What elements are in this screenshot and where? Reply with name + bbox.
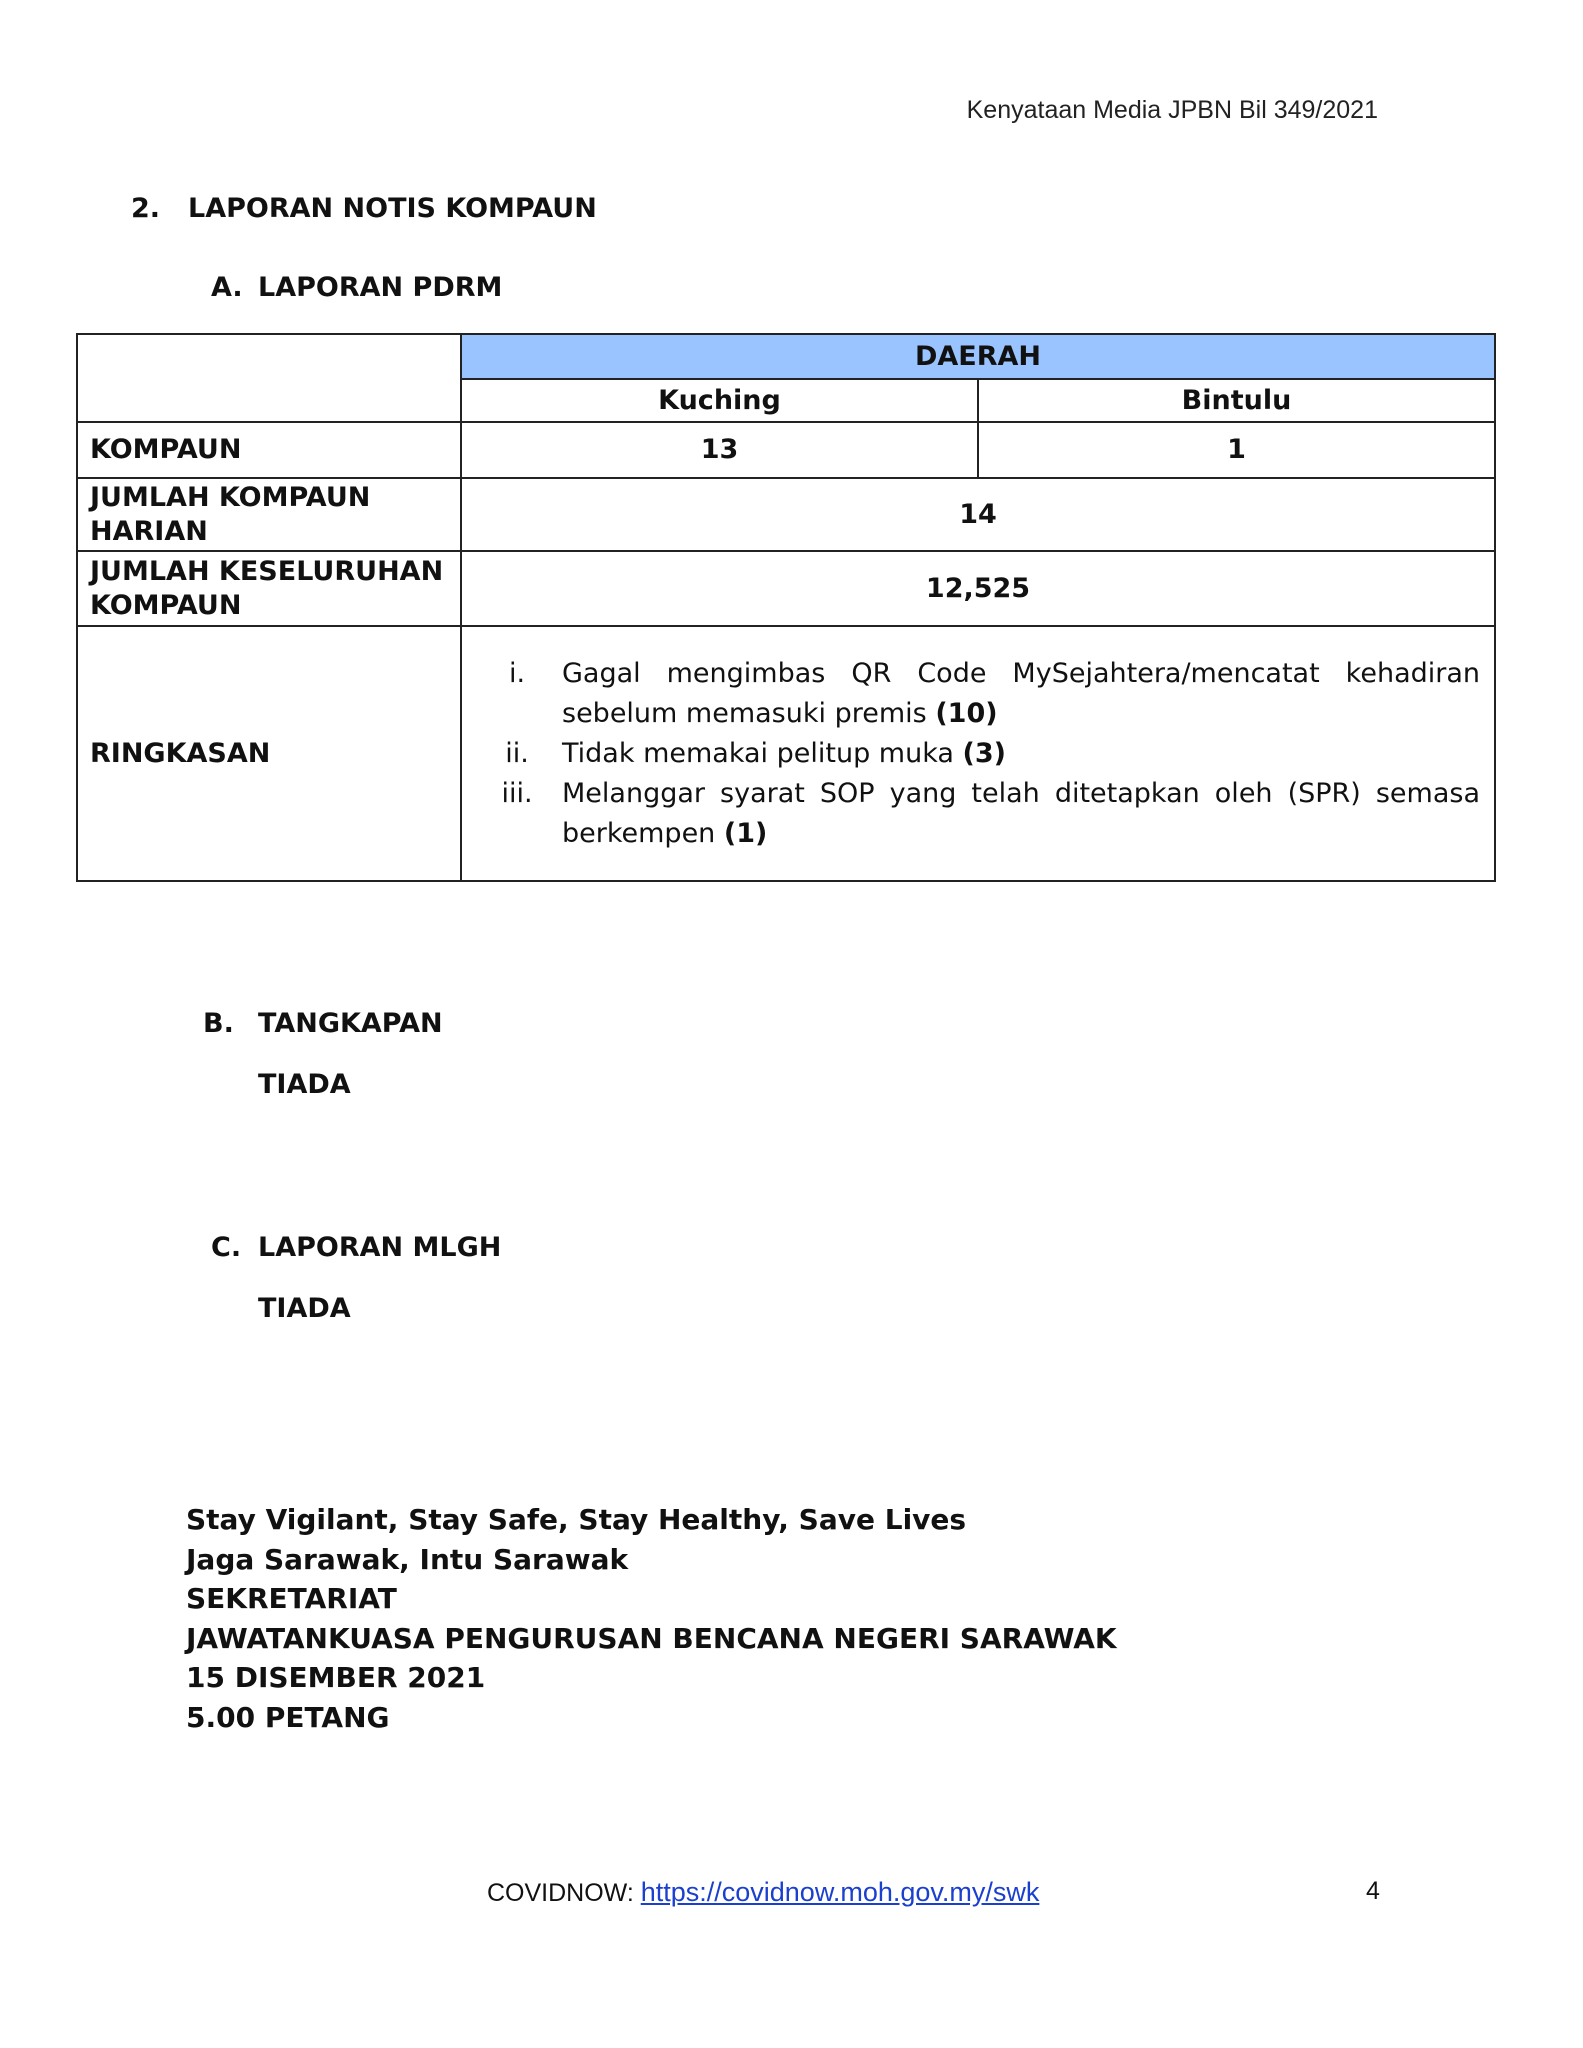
list-item-count: (10) [935, 697, 998, 729]
closing-secretariat: SEKRETARIAT [186, 1582, 397, 1615]
subsection-b-label: B. [203, 1008, 234, 1039]
closing-committee: JAWATANKUASA PENGURUSAN BENCANA NEGERI SARAWAK [186, 1621, 1117, 1655]
section-number: 2. [131, 193, 161, 224]
subsection-a-label: A. [211, 272, 243, 303]
page-number: 4 [1366, 1877, 1380, 1905]
compound-report-table [76, 333, 1496, 882]
district-header-bintulu: Bintulu [978, 379, 1495, 422]
overall-total-value: 12,525 [461, 551, 1495, 626]
daily-total-value: 14 [461, 478, 1495, 551]
summary-list [462, 654, 1480, 854]
kompaun-bintulu-value: 1 [978, 422, 1495, 478]
footer-source [487, 1877, 1039, 1908]
subsection-b-content: TIADA [258, 1069, 351, 1100]
kompaun-kuching-value: 13 [461, 422, 978, 478]
subsection-a-title: LAPORAN PDRM [258, 272, 503, 303]
row-label-daily-total [77, 478, 461, 551]
list-item-text: Gagal mengimbas QR Code MySejahtera/mencatat kehadiran sebelum memasuki premis [562, 657, 1481, 729]
row-label-daily-line2: HARIAN [90, 515, 208, 547]
closing-block [186, 1500, 1117, 1737]
subsection-c-content: TIADA [258, 1293, 351, 1324]
list-item [462, 774, 1480, 854]
subsection-a-heading [211, 272, 502, 303]
list-item-numeral: ii. [505, 737, 529, 769]
document-reference: Kenyataan Media JPBN Bil 349/2021 [966, 96, 1378, 124]
list-item-text: Melanggar syarat SOP yang telah ditetapkan oleh (SPR) semasa berkempen [562, 777, 1481, 849]
row-label-overall-line2: KOMPAUN [90, 589, 242, 621]
subsection-b-heading [203, 1008, 443, 1039]
subsection-c-title: LAPORAN MLGH [258, 1232, 502, 1263]
row-label-summary: RINGKASAN [77, 626, 461, 881]
subsection-c-label: C. [211, 1232, 242, 1263]
covidnow-link[interactable]: https://covidnow.moh.gov.my/swk [640, 1877, 1040, 1907]
table-corner-cell [77, 334, 461, 422]
closing-tagline: Jaga Sarawak, Intu Sarawak [186, 1542, 629, 1576]
section-title: LAPORAN NOTIS KOMPAUN [188, 193, 597, 224]
list-item [462, 734, 1480, 774]
row-label-overall-total [77, 551, 461, 626]
row-label-overall-line1: JUMLAH KESELURUHAN [90, 555, 444, 587]
list-item-count: (1) [723, 817, 768, 849]
closing-date: 15 DISEMBER 2021 [186, 1661, 486, 1694]
closing-time: 5.00 PETANG [186, 1700, 390, 1734]
closing-slogan: Stay Vigilant, Stay Safe, Stay Healthy, Save Lives [186, 1503, 967, 1536]
list-item-count: (3) [962, 737, 1006, 769]
row-label-daily-line1: JUMLAH KOMPAUN [90, 481, 371, 513]
summary-cell [461, 626, 1495, 881]
list-item [462, 654, 1480, 734]
section-heading [131, 193, 597, 224]
list-item-text: Tidak memakai pelitup muka [562, 737, 954, 769]
subsection-b-title: TANGKAPAN [258, 1008, 443, 1039]
district-group-header: DAERAH [461, 334, 1495, 379]
subsection-c-heading [211, 1232, 501, 1263]
list-item-numeral: iii. [501, 777, 533, 809]
list-item-numeral: i. [508, 657, 526, 689]
footer-prefix: COVIDNOW: [487, 1879, 641, 1907]
district-header-kuching: Kuching [461, 379, 978, 422]
row-label-kompaun: KOMPAUN [77, 422, 461, 478]
